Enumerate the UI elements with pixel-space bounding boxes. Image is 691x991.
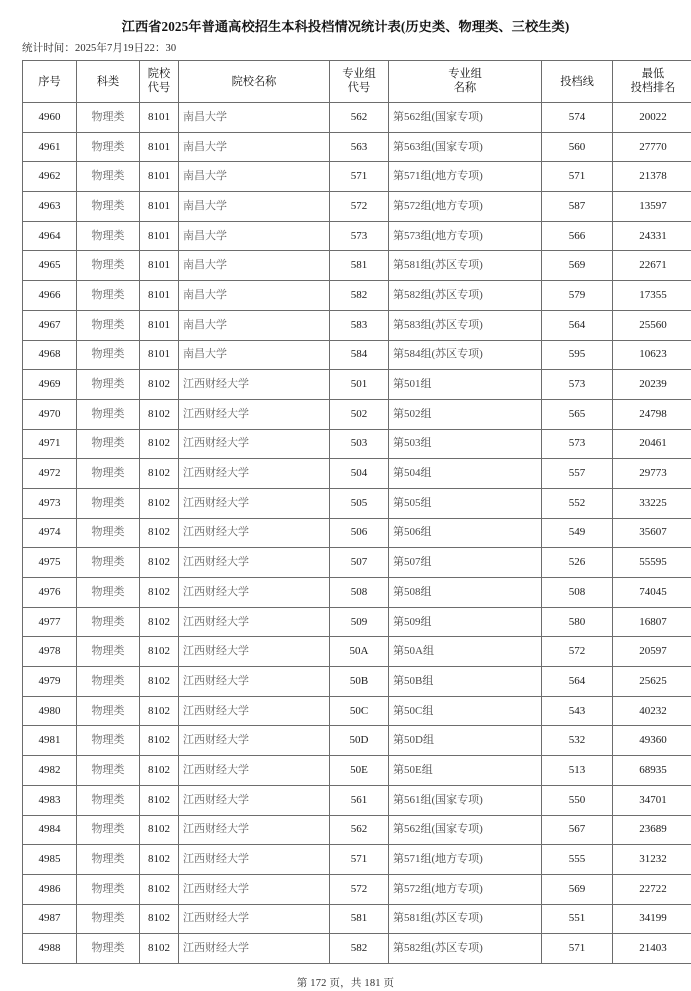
statistics-timestamp: 统计时间：2025年7月19日22：30 <box>0 35 691 60</box>
cell-inst-name: 江西财经大学 <box>179 429 330 459</box>
column-header-seq: 序号 <box>23 61 77 103</box>
page-title: 江西省2025年普通高校招生本科投档情况统计表(历史类、物理类、三校生类) <box>0 0 691 35</box>
cell-rank: 20597 <box>613 637 691 667</box>
cell-inst-code: 8102 <box>140 904 179 934</box>
cell-inst-name: 江西财经大学 <box>179 667 330 697</box>
cell-inst-name: 江西财经大学 <box>179 815 330 845</box>
cell-grp-name: 第50B组 <box>389 667 542 697</box>
cell-category: 物理类 <box>77 934 140 964</box>
cell-category: 物理类 <box>77 785 140 815</box>
cell-inst-name: 江西财经大学 <box>179 607 330 637</box>
cell-category: 物理类 <box>77 637 140 667</box>
cell-score: 579 <box>542 281 613 311</box>
cell-grp-name: 第50E组 <box>389 756 542 786</box>
cell-seq: 4983 <box>23 785 77 815</box>
cell-score: 555 <box>542 845 613 875</box>
cell-inst-code: 8101 <box>140 192 179 222</box>
cell-seq: 4970 <box>23 399 77 429</box>
cell-inst-code: 8102 <box>140 370 179 400</box>
cell-grp-name: 第572组(地方专项) <box>389 192 542 222</box>
cell-rank: 20239 <box>613 370 691 400</box>
cell-category: 物理类 <box>77 904 140 934</box>
cell-seq: 4972 <box>23 459 77 489</box>
cell-grp-code: 50E <box>330 756 389 786</box>
cell-grp-name: 第582组(苏区专项) <box>389 934 542 964</box>
cell-rank: 24798 <box>613 399 691 429</box>
cell-inst-code: 8101 <box>140 310 179 340</box>
cell-rank: 34199 <box>613 904 691 934</box>
cell-inst-code: 8102 <box>140 726 179 756</box>
table-container <box>0 60 691 964</box>
cell-inst-code: 8101 <box>140 132 179 162</box>
cell-category: 物理类 <box>77 874 140 904</box>
cell-score: 580 <box>542 607 613 637</box>
cell-rank: 24331 <box>613 221 691 251</box>
table-row <box>23 429 691 459</box>
table-row <box>23 162 691 192</box>
cell-inst-code: 8102 <box>140 548 179 578</box>
cell-category: 物理类 <box>77 132 140 162</box>
cell-rank: 49360 <box>613 726 691 756</box>
cell-grp-name: 第581组(苏区专项) <box>389 904 542 934</box>
cell-inst-name: 江西财经大学 <box>179 459 330 489</box>
table-row <box>23 785 691 815</box>
cell-seq: 4964 <box>23 221 77 251</box>
cell-rank: 25625 <box>613 667 691 697</box>
cell-seq: 4966 <box>23 281 77 311</box>
cell-score: 549 <box>542 518 613 548</box>
cell-grp-code: 571 <box>330 162 389 192</box>
cell-score: 564 <box>542 310 613 340</box>
cell-seq: 4985 <box>23 845 77 875</box>
cell-rank: 55595 <box>613 548 691 578</box>
cell-seq: 4968 <box>23 340 77 370</box>
cell-inst-code: 8101 <box>140 103 179 133</box>
cell-inst-code: 8102 <box>140 874 179 904</box>
cell-seq: 4988 <box>23 934 77 964</box>
cell-score: 574 <box>542 103 613 133</box>
cell-inst-name: 江西财经大学 <box>179 399 330 429</box>
cell-inst-code: 8102 <box>140 845 179 875</box>
cell-seq: 4977 <box>23 607 77 637</box>
cell-seq: 4973 <box>23 488 77 518</box>
cell-grp-code: 50C <box>330 696 389 726</box>
cell-seq: 4960 <box>23 103 77 133</box>
cell-seq: 4974 <box>23 518 77 548</box>
cell-inst-name: 江西财经大学 <box>179 785 330 815</box>
table-row <box>23 370 691 400</box>
cell-rank: 22722 <box>613 874 691 904</box>
cell-category: 物理类 <box>77 370 140 400</box>
cell-grp-name: 第563组(国家专项) <box>389 132 542 162</box>
cell-rank: 29773 <box>613 459 691 489</box>
cell-seq: 4962 <box>23 162 77 192</box>
cell-category: 物理类 <box>77 103 140 133</box>
cell-category: 物理类 <box>77 281 140 311</box>
cell-score: 587 <box>542 192 613 222</box>
cell-rank: 17355 <box>613 281 691 311</box>
cell-inst-code: 8101 <box>140 221 179 251</box>
cell-inst-code: 8101 <box>140 251 179 281</box>
cell-score: 571 <box>542 934 613 964</box>
cell-category: 物理类 <box>77 221 140 251</box>
table-row <box>23 399 691 429</box>
table-row <box>23 667 691 697</box>
cell-category: 物理类 <box>77 518 140 548</box>
table-row <box>23 548 691 578</box>
cell-score: 552 <box>542 488 613 518</box>
cell-category: 物理类 <box>77 251 140 281</box>
cell-inst-code: 8102 <box>140 518 179 548</box>
cell-category: 物理类 <box>77 340 140 370</box>
cell-inst-code: 8101 <box>140 340 179 370</box>
table-row <box>23 192 691 222</box>
table-row <box>23 607 691 637</box>
table-header-row <box>23 61 691 103</box>
cell-grp-code: 582 <box>330 934 389 964</box>
column-header-score: 投档线 <box>542 61 613 103</box>
table-row <box>23 696 691 726</box>
table-header <box>23 61 691 103</box>
cell-inst-name: 南昌大学 <box>179 310 330 340</box>
cell-inst-name: 江西财经大学 <box>179 756 330 786</box>
cell-seq: 4981 <box>23 726 77 756</box>
cell-seq: 4984 <box>23 815 77 845</box>
cell-inst-name: 南昌大学 <box>179 162 330 192</box>
cell-grp-code: 50D <box>330 726 389 756</box>
column-header-line2: 名称 <box>389 82 541 96</box>
cell-grp-code: 583 <box>330 310 389 340</box>
table-row <box>23 756 691 786</box>
cell-inst-name: 南昌大学 <box>179 192 330 222</box>
table-row <box>23 103 691 133</box>
cell-category: 物理类 <box>77 756 140 786</box>
cell-score: 532 <box>542 726 613 756</box>
table-row <box>23 310 691 340</box>
cell-rank: 35607 <box>613 518 691 548</box>
cell-seq: 4961 <box>23 132 77 162</box>
cell-inst-name: 江西财经大学 <box>179 488 330 518</box>
table-row <box>23 904 691 934</box>
cell-inst-code: 8101 <box>140 281 179 311</box>
cell-grp-code: 501 <box>330 370 389 400</box>
column-header-inst-code <box>140 61 179 103</box>
cell-inst-name: 江西财经大学 <box>179 934 330 964</box>
cell-grp-code: 506 <box>330 518 389 548</box>
cell-seq: 4980 <box>23 696 77 726</box>
cell-seq: 4987 <box>23 904 77 934</box>
cell-grp-name: 第504组 <box>389 459 542 489</box>
cell-grp-code: 509 <box>330 607 389 637</box>
cell-grp-code: 572 <box>330 874 389 904</box>
cell-rank: 22671 <box>613 251 691 281</box>
cell-grp-code: 581 <box>330 904 389 934</box>
cell-inst-code: 8102 <box>140 578 179 608</box>
cell-seq: 4963 <box>23 192 77 222</box>
column-header-line1: 专业组 <box>389 68 541 82</box>
cell-inst-code: 8102 <box>140 399 179 429</box>
admission-score-table <box>22 60 691 964</box>
cell-category: 物理类 <box>77 192 140 222</box>
cell-inst-name: 江西财经大学 <box>179 637 330 667</box>
table-row <box>23 132 691 162</box>
cell-rank: 20461 <box>613 429 691 459</box>
cell-grp-name: 第506组 <box>389 518 542 548</box>
cell-inst-code: 8102 <box>140 815 179 845</box>
cell-rank: 74045 <box>613 578 691 608</box>
cell-seq: 4969 <box>23 370 77 400</box>
table-row <box>23 874 691 904</box>
column-header-grp-name <box>389 61 542 103</box>
cell-inst-code: 8102 <box>140 488 179 518</box>
cell-inst-name: 南昌大学 <box>179 340 330 370</box>
cell-grp-name: 第581组(苏区专项) <box>389 251 542 281</box>
cell-inst-name: 南昌大学 <box>179 251 330 281</box>
cell-rank: 10623 <box>613 340 691 370</box>
cell-score: 572 <box>542 637 613 667</box>
table-row <box>23 637 691 667</box>
cell-grp-code: 50A <box>330 637 389 667</box>
cell-grp-name: 第562组(国家专项) <box>389 103 542 133</box>
cell-seq: 4975 <box>23 548 77 578</box>
column-header-line1: 专业组 <box>330 68 388 82</box>
cell-seq: 4967 <box>23 310 77 340</box>
cell-category: 物理类 <box>77 162 140 192</box>
cell-category: 物理类 <box>77 459 140 489</box>
cell-seq: 4965 <box>23 251 77 281</box>
cell-rank: 40232 <box>613 696 691 726</box>
table-body <box>23 103 691 964</box>
cell-rank: 20022 <box>613 103 691 133</box>
cell-grp-name: 第583组(苏区专项) <box>389 310 542 340</box>
cell-score: 550 <box>542 785 613 815</box>
cell-category: 物理类 <box>77 815 140 845</box>
cell-rank: 33225 <box>613 488 691 518</box>
cell-grp-code: 572 <box>330 192 389 222</box>
cell-score: 569 <box>542 251 613 281</box>
cell-grp-name: 第572组(地方专项) <box>389 874 542 904</box>
table-row <box>23 488 691 518</box>
cell-grp-code: 562 <box>330 103 389 133</box>
cell-inst-name: 南昌大学 <box>179 132 330 162</box>
cell-rank: 25560 <box>613 310 691 340</box>
cell-inst-code: 8102 <box>140 607 179 637</box>
cell-category: 物理类 <box>77 726 140 756</box>
column-header-inst-name: 院校名称 <box>179 61 330 103</box>
cell-grp-code: 563 <box>330 132 389 162</box>
cell-inst-code: 8102 <box>140 756 179 786</box>
cell-seq: 4971 <box>23 429 77 459</box>
cell-grp-name: 第582组(苏区专项) <box>389 281 542 311</box>
cell-inst-name: 江西财经大学 <box>179 874 330 904</box>
cell-rank: 21378 <box>613 162 691 192</box>
cell-inst-name: 南昌大学 <box>179 221 330 251</box>
table-row <box>23 459 691 489</box>
cell-grp-name: 第501组 <box>389 370 542 400</box>
cell-grp-code: 562 <box>330 815 389 845</box>
cell-seq: 4986 <box>23 874 77 904</box>
cell-grp-name: 第50A组 <box>389 637 542 667</box>
cell-inst-name: 江西财经大学 <box>179 904 330 934</box>
cell-grp-name: 第50D组 <box>389 726 542 756</box>
cell-grp-code: 502 <box>330 399 389 429</box>
cell-inst-code: 8102 <box>140 667 179 697</box>
cell-grp-code: 561 <box>330 785 389 815</box>
cell-seq: 4982 <box>23 756 77 786</box>
cell-grp-name: 第573组(地方专项) <box>389 221 542 251</box>
cell-seq: 4979 <box>23 667 77 697</box>
cell-score: 551 <box>542 904 613 934</box>
cell-grp-name: 第505组 <box>389 488 542 518</box>
cell-category: 物理类 <box>77 488 140 518</box>
cell-grp-name: 第50C组 <box>389 696 542 726</box>
cell-inst-name: 南昌大学 <box>179 281 330 311</box>
cell-grp-code: 503 <box>330 429 389 459</box>
cell-score: 564 <box>542 667 613 697</box>
cell-grp-code: 505 <box>330 488 389 518</box>
cell-seq: 4978 <box>23 637 77 667</box>
cell-rank: 21403 <box>613 934 691 964</box>
cell-category: 物理类 <box>77 310 140 340</box>
table-row <box>23 281 691 311</box>
cell-category: 物理类 <box>77 667 140 697</box>
column-header-line2: 代号 <box>330 82 388 96</box>
cell-inst-code: 8102 <box>140 459 179 489</box>
cell-inst-code: 8102 <box>140 934 179 964</box>
cell-rank: 16807 <box>613 607 691 637</box>
cell-grp-code: 573 <box>330 221 389 251</box>
cell-grp-name: 第507组 <box>389 548 542 578</box>
cell-grp-code: 581 <box>330 251 389 281</box>
cell-category: 物理类 <box>77 607 140 637</box>
cell-category: 物理类 <box>77 845 140 875</box>
table-row <box>23 340 691 370</box>
cell-rank: 23689 <box>613 815 691 845</box>
cell-score: 565 <box>542 399 613 429</box>
cell-grp-name: 第571组(地方专项) <box>389 162 542 192</box>
cell-inst-code: 8102 <box>140 429 179 459</box>
column-header-category: 科类 <box>77 61 140 103</box>
cell-score: 543 <box>542 696 613 726</box>
cell-inst-code: 8102 <box>140 637 179 667</box>
cell-category: 物理类 <box>77 429 140 459</box>
cell-grp-name: 第509组 <box>389 607 542 637</box>
cell-grp-name: 第508组 <box>389 578 542 608</box>
cell-category: 物理类 <box>77 578 140 608</box>
cell-score: 567 <box>542 815 613 845</box>
cell-grp-name: 第562组(国家专项) <box>389 815 542 845</box>
table-row <box>23 221 691 251</box>
cell-rank: 68935 <box>613 756 691 786</box>
cell-grp-code: 507 <box>330 548 389 578</box>
column-header-line1: 最低 <box>613 68 691 82</box>
cell-rank: 34701 <box>613 785 691 815</box>
cell-grp-name: 第561组(国家专项) <box>389 785 542 815</box>
cell-score: 513 <box>542 756 613 786</box>
cell-grp-code: 571 <box>330 845 389 875</box>
cell-score: 573 <box>542 429 613 459</box>
cell-score: 595 <box>542 340 613 370</box>
cell-rank: 13597 <box>613 192 691 222</box>
cell-category: 物理类 <box>77 696 140 726</box>
cell-score: 526 <box>542 548 613 578</box>
column-header-line1: 院校 <box>140 68 178 82</box>
table-row <box>23 578 691 608</box>
column-header-line2: 代号 <box>140 82 178 96</box>
column-header-grp-code <box>330 61 389 103</box>
table-row <box>23 518 691 548</box>
column-header-rank <box>613 61 691 103</box>
cell-score: 571 <box>542 162 613 192</box>
cell-inst-name: 南昌大学 <box>179 103 330 133</box>
cell-score: 569 <box>542 874 613 904</box>
cell-inst-name: 江西财经大学 <box>179 578 330 608</box>
page-footer: 第 172 页，共 181 页 <box>0 964 691 991</box>
cell-grp-code: 584 <box>330 340 389 370</box>
table-row <box>23 815 691 845</box>
cell-inst-code: 8101 <box>140 162 179 192</box>
table-row <box>23 251 691 281</box>
cell-score: 557 <box>542 459 613 489</box>
cell-seq: 4976 <box>23 578 77 608</box>
cell-score: 573 <box>542 370 613 400</box>
table-row <box>23 726 691 756</box>
cell-category: 物理类 <box>77 399 140 429</box>
cell-rank: 31232 <box>613 845 691 875</box>
cell-inst-name: 江西财经大学 <box>179 548 330 578</box>
cell-grp-name: 第503组 <box>389 429 542 459</box>
cell-score: 508 <box>542 578 613 608</box>
cell-score: 566 <box>542 221 613 251</box>
cell-grp-code: 582 <box>330 281 389 311</box>
cell-score: 560 <box>542 132 613 162</box>
cell-grp-name: 第584组(苏区专项) <box>389 340 542 370</box>
cell-grp-code: 508 <box>330 578 389 608</box>
cell-category: 物理类 <box>77 548 140 578</box>
cell-inst-name: 江西财经大学 <box>179 726 330 756</box>
table-row <box>23 845 691 875</box>
cell-grp-name: 第571组(地方专项) <box>389 845 542 875</box>
cell-inst-name: 江西财经大学 <box>179 845 330 875</box>
cell-grp-code: 50B <box>330 667 389 697</box>
cell-rank: 27770 <box>613 132 691 162</box>
table-row <box>23 934 691 964</box>
column-header-line2: 投档排名 <box>613 82 691 96</box>
cell-inst-code: 8102 <box>140 785 179 815</box>
cell-inst-code: 8102 <box>140 696 179 726</box>
cell-inst-name: 江西财经大学 <box>179 370 330 400</box>
cell-inst-name: 江西财经大学 <box>179 518 330 548</box>
cell-grp-name: 第502组 <box>389 399 542 429</box>
cell-inst-name: 江西财经大学 <box>179 696 330 726</box>
cell-grp-code: 504 <box>330 459 389 489</box>
